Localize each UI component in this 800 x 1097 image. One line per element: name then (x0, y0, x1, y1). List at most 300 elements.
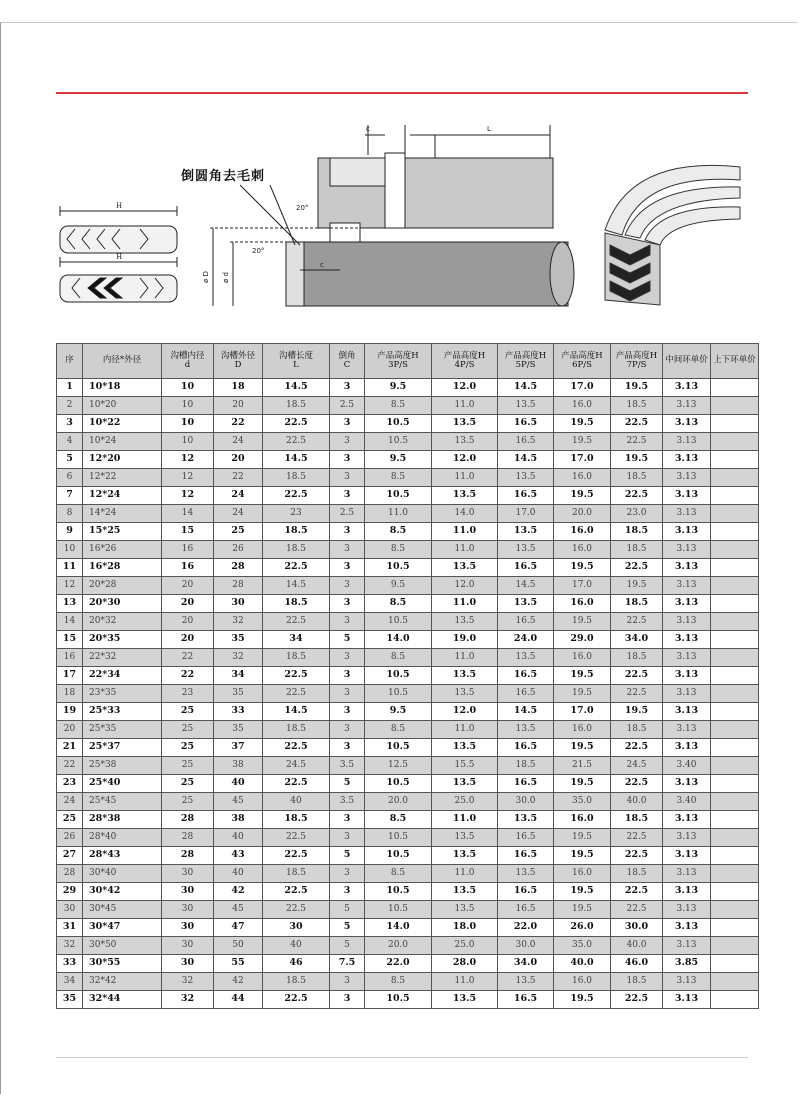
table-row (57, 991, 759, 1009)
table-cell: 22.5 (263, 829, 330, 847)
table-row (57, 577, 759, 595)
table-cell: 2.5 (330, 397, 365, 415)
table-cell: 10.5 (365, 433, 432, 451)
table-cell: 2 (57, 397, 83, 415)
table-cell: 11.0 (432, 469, 498, 487)
table-cell: 19.5 (554, 487, 611, 505)
table-cell: 35 (214, 721, 263, 739)
table-cell: 40.0 (554, 955, 611, 973)
column-header (611, 344, 663, 379)
table-cell: 20 (162, 595, 214, 613)
table-cell: 13.5 (498, 649, 554, 667)
table-cell: 3 (330, 595, 365, 613)
table-cell (711, 613, 759, 631)
table-cell: 10*24 (83, 433, 162, 451)
table-cell: 11.0 (432, 973, 498, 991)
table-cell (711, 883, 759, 901)
table-cell: 20 (57, 721, 83, 739)
table-cell: 3.13 (663, 559, 711, 577)
table-cell: 13.5 (432, 829, 498, 847)
table-cell: 16.0 (554, 973, 611, 991)
table-cell: 18.5 (263, 865, 330, 883)
table-cell: 3.13 (663, 487, 711, 505)
table-row (57, 559, 759, 577)
table-cell: 3 (330, 865, 365, 883)
table-cell: 24.0 (498, 631, 554, 649)
table-cell: 24.5 (611, 757, 663, 775)
table-cell: 20*28 (83, 577, 162, 595)
table-cell: 45 (214, 793, 263, 811)
table-cell: 22.5 (611, 685, 663, 703)
table-cell: 5 (330, 775, 365, 793)
table-cell: 3.13 (663, 739, 711, 757)
table-cell: 3.13 (663, 505, 711, 523)
table-row (57, 955, 759, 973)
table-row (57, 793, 759, 811)
table-cell: 22.5 (263, 487, 330, 505)
table-cell: 19.5 (554, 739, 611, 757)
table-cell: 19.5 (554, 829, 611, 847)
table-cell: 14.5 (498, 379, 554, 397)
table-cell: 38 (214, 811, 263, 829)
table-cell: 34 (57, 973, 83, 991)
table-cell: 16.5 (498, 685, 554, 703)
seal-ring-3d (605, 165, 740, 305)
table-cell: 22.5 (611, 883, 663, 901)
table-cell: 8.5 (365, 595, 432, 613)
table-cell: 18.5 (611, 397, 663, 415)
table-cell: 13.5 (498, 973, 554, 991)
table-cell: 30.0 (498, 937, 554, 955)
table-cell (711, 649, 759, 667)
column-header-line: 5P/S (515, 360, 536, 370)
table-cell: 15 (162, 523, 214, 541)
table-cell: 30.0 (498, 793, 554, 811)
table-cell: 45 (214, 901, 263, 919)
table-cell (711, 757, 759, 775)
table-row (57, 451, 759, 469)
table-cell: 28 (214, 559, 263, 577)
table-cell: 9.5 (365, 577, 432, 595)
table-row (57, 901, 759, 919)
table-cell: 12 (162, 469, 214, 487)
column-header (263, 344, 330, 379)
table-cell: 16.5 (498, 829, 554, 847)
table-cell: 3.13 (663, 433, 711, 451)
table-cell: 50 (214, 937, 263, 955)
table-cell: 5 (330, 919, 365, 937)
table-cell: 14.5 (498, 703, 554, 721)
table-cell: 25*33 (83, 703, 162, 721)
table-cell: 3.40 (663, 793, 711, 811)
table-cell: 7 (57, 487, 83, 505)
table-cell: 40.0 (611, 793, 663, 811)
table-cell: 34.0 (611, 631, 663, 649)
table-cell: 30*47 (83, 919, 162, 937)
dim-phi-D: ø D (202, 271, 210, 283)
table-cell: 16 (57, 649, 83, 667)
table-cell: 25 (162, 703, 214, 721)
table-cell: 22.5 (263, 901, 330, 919)
table-cell: 22.5 (263, 991, 330, 1009)
table-cell: 11.0 (432, 721, 498, 739)
table-cell: 25*40 (83, 775, 162, 793)
table-cell: 3 (57, 415, 83, 433)
table-cell: 14*24 (83, 505, 162, 523)
table-cell: 14.0 (365, 919, 432, 937)
table-cell: 10.5 (365, 739, 432, 757)
table-cell: 16.5 (498, 433, 554, 451)
table-cell: 30 (162, 865, 214, 883)
column-header-line: 中间环单价 (665, 355, 708, 366)
table-cell: 28 (214, 577, 263, 595)
table-cell: 13.5 (498, 811, 554, 829)
table-cell: 16.0 (554, 397, 611, 415)
table-row (57, 631, 759, 649)
table-cell: 55 (214, 955, 263, 973)
table-cell: 3.13 (663, 523, 711, 541)
table-row (57, 775, 759, 793)
column-header-line: 上下环单价 (713, 355, 756, 366)
table-cell: 3 (330, 451, 365, 469)
table-cell (711, 505, 759, 523)
table-cell: 19.5 (554, 685, 611, 703)
table-cell: 3.40 (663, 757, 711, 775)
column-header-line: L (293, 360, 299, 370)
table-cell: 10.5 (365, 829, 432, 847)
table-cell (711, 847, 759, 865)
column-header-line: 产品高度H (377, 350, 419, 361)
column-header-line: 7P/S (626, 360, 647, 370)
table-cell: 22.5 (263, 685, 330, 703)
angle-lower: 20° (252, 247, 265, 255)
table-cell: 11 (57, 559, 83, 577)
table-cell: 27 (57, 847, 83, 865)
table-cell: 19.5 (554, 613, 611, 631)
table-row (57, 973, 759, 991)
table-cell: 13.5 (432, 685, 498, 703)
table-cell: 14.0 (432, 505, 498, 523)
table-cell: 3.13 (663, 721, 711, 739)
table-cell: 20.0 (365, 937, 432, 955)
table-cell: 16.5 (498, 487, 554, 505)
table-cell: 5 (330, 631, 365, 649)
table-cell: 22.5 (611, 415, 663, 433)
table-cell: 5 (330, 937, 365, 955)
table-cell: 35 (57, 991, 83, 1009)
table-cell: 19.5 (554, 559, 611, 577)
table-cell: 18.5 (263, 397, 330, 415)
table-cell: 13.5 (498, 865, 554, 883)
table-cell: 3.13 (663, 901, 711, 919)
table-cell: 30 (57, 901, 83, 919)
table-cell (711, 451, 759, 469)
dim-H-top: H (116, 202, 123, 210)
table-cell: 3 (330, 811, 365, 829)
table-cell: 20*30 (83, 595, 162, 613)
column-header (365, 344, 432, 379)
table-cell: 32 (57, 937, 83, 955)
table-cell: 18.5 (611, 811, 663, 829)
table-cell: 26 (214, 541, 263, 559)
table-cell: 22.5 (611, 901, 663, 919)
column-header-line: 沟槽内径 (170, 350, 205, 361)
groove-drawing (0, 95, 800, 345)
table-cell: 43 (214, 847, 263, 865)
table-cell: 20*32 (83, 613, 162, 631)
table-cell (711, 973, 759, 991)
table-row (57, 937, 759, 955)
column-header-line: 产品高度H (443, 350, 486, 361)
table-cell: 47 (214, 919, 263, 937)
table-cell: 17.0 (554, 703, 611, 721)
table-cell: 24 (214, 505, 263, 523)
table-cell: 19.5 (554, 415, 611, 433)
table-cell: 13.5 (432, 847, 498, 865)
table-cell: 32*42 (83, 973, 162, 991)
table-cell: 25 (162, 775, 214, 793)
table-cell: 19.5 (554, 433, 611, 451)
table-cell: 12 (162, 487, 214, 505)
table-cell: 16*26 (83, 541, 162, 559)
table-cell: 16.5 (498, 847, 554, 865)
table-cell: 15.5 (432, 757, 498, 775)
table-cell: 20.0 (365, 793, 432, 811)
table-cell: 19.5 (611, 577, 663, 595)
table-cell: 18.5 (263, 973, 330, 991)
table-cell: 25 (162, 757, 214, 775)
table-cell: 3.13 (663, 577, 711, 595)
table-cell (711, 721, 759, 739)
column-header-line: C (343, 360, 351, 370)
table-cell: 30 (263, 919, 330, 937)
seal-profile-sketches (60, 202, 177, 302)
table-cell: 5 (57, 451, 83, 469)
table-cell: 16.5 (498, 883, 554, 901)
footer-divider (56, 1057, 748, 1058)
table-cell (711, 775, 759, 793)
table-cell: 10.5 (365, 883, 432, 901)
table-cell: 32 (214, 649, 263, 667)
table-cell (711, 523, 759, 541)
table-cell: 22.5 (263, 667, 330, 685)
table-cell: 13.5 (498, 469, 554, 487)
table-cell: 3.13 (663, 451, 711, 469)
table-row (57, 847, 759, 865)
table-cell: 23*35 (83, 685, 162, 703)
table-cell: 3 (330, 541, 365, 559)
table-cell: 18.5 (611, 469, 663, 487)
column-header (162, 344, 214, 379)
table-cell: 3 (330, 433, 365, 451)
table-cell: 46.0 (611, 955, 663, 973)
table-cell: 13.5 (432, 739, 498, 757)
table-cell: 33 (214, 703, 263, 721)
header-divider (56, 92, 748, 94)
table-cell: 18.5 (263, 811, 330, 829)
table-cell: 30*50 (83, 937, 162, 955)
dim-L: L (487, 125, 491, 133)
table-cell: 10.5 (365, 415, 432, 433)
table-cell: 30*40 (83, 865, 162, 883)
table-cell: 19.0 (432, 631, 498, 649)
table-cell: 22.0 (498, 919, 554, 937)
table-cell: 12*20 (83, 451, 162, 469)
table-cell: 19.5 (554, 775, 611, 793)
table-cell (711, 991, 759, 1009)
column-header (330, 344, 365, 379)
table-cell: 30*55 (83, 955, 162, 973)
table-cell: 3 (330, 703, 365, 721)
table-cell (711, 901, 759, 919)
table-row (57, 721, 759, 739)
table-cell: 22*32 (83, 649, 162, 667)
table-cell (711, 739, 759, 757)
table-cell: 22.5 (611, 433, 663, 451)
table-cell: 18.5 (263, 469, 330, 487)
table-cell: 22 (214, 469, 263, 487)
table-cell: 22.5 (263, 559, 330, 577)
table-cell: 18.5 (611, 541, 663, 559)
table-cell: 3.13 (663, 649, 711, 667)
table-cell: 13.5 (432, 667, 498, 685)
table-cell: 34 (263, 631, 330, 649)
table-row (57, 541, 759, 559)
table-cell: 3.13 (663, 811, 711, 829)
table-cell: 17 (57, 667, 83, 685)
table-cell: 7.5 (330, 955, 365, 973)
table-cell: 22.5 (611, 739, 663, 757)
column-header (57, 344, 83, 379)
table-cell: 18.5 (263, 523, 330, 541)
table-cell: 16.5 (498, 775, 554, 793)
table-cell (711, 415, 759, 433)
table-cell: 16 (162, 541, 214, 559)
table-cell: 3.13 (663, 415, 711, 433)
table-cell: 3 (330, 415, 365, 433)
table-cell: 6 (57, 469, 83, 487)
table-row (57, 757, 759, 775)
table-cell: 3.13 (663, 595, 711, 613)
table-cell: 24 (214, 433, 263, 451)
table-cell: 22.0 (365, 955, 432, 973)
table-cell (711, 631, 759, 649)
table-cell: 30 (214, 595, 263, 613)
column-header (554, 344, 611, 379)
table-cell: 18.5 (611, 973, 663, 991)
column-header-line: 产品高度H (561, 350, 603, 361)
table-cell: 4 (57, 433, 83, 451)
table-cell: 25*37 (83, 739, 162, 757)
table-cell: 28 (162, 811, 214, 829)
table-cell: 18.5 (263, 721, 330, 739)
table-cell: 35 (214, 631, 263, 649)
table-cell: 23 (57, 775, 83, 793)
table-cell: 24 (57, 793, 83, 811)
table-cell: 3 (330, 577, 365, 595)
table-cell: 30 (162, 955, 214, 973)
table-cell: 3 (330, 613, 365, 631)
table-cell: 20 (162, 577, 214, 595)
table-cell: 20 (162, 631, 214, 649)
table-cell: 3.13 (663, 973, 711, 991)
table-cell: 10.5 (365, 775, 432, 793)
column-header-line: 沟槽长度 (278, 350, 313, 361)
column-header-line: 序 (65, 355, 74, 366)
dim-phi-d: ø d (222, 272, 230, 283)
table-cell: 11.0 (432, 523, 498, 541)
table-cell: 35.0 (554, 937, 611, 955)
table-row (57, 919, 759, 937)
groove-section (210, 125, 574, 306)
table-cell: 32 (162, 973, 214, 991)
table-cell: 22.5 (611, 667, 663, 685)
deburr-note: 倒圆角去毛刺 (181, 169, 266, 184)
table-row (57, 487, 759, 505)
table-cell: 11.0 (365, 505, 432, 523)
table-cell: 20*35 (83, 631, 162, 649)
table-cell: 9.5 (365, 451, 432, 469)
table-cell (711, 919, 759, 937)
table-cell: 8.5 (365, 541, 432, 559)
table-row (57, 613, 759, 631)
table-cell: 3 (330, 973, 365, 991)
table-cell: 13.5 (432, 613, 498, 631)
table-cell: 22.5 (263, 883, 330, 901)
table-cell: 11.0 (432, 397, 498, 415)
table-cell: 20.0 (554, 505, 611, 523)
column-header (498, 344, 554, 379)
table-cell: 28*43 (83, 847, 162, 865)
table-cell: 12 (57, 577, 83, 595)
table-cell: 16.0 (554, 541, 611, 559)
table-cell: 16.0 (554, 865, 611, 883)
table-cell: 3.13 (663, 847, 711, 865)
table-cell: 14.5 (263, 451, 330, 469)
table-row (57, 829, 759, 847)
table-cell: 3 (330, 487, 365, 505)
table-cell: 3 (330, 991, 365, 1009)
table-cell: 16.5 (498, 901, 554, 919)
table-cell: 10.5 (365, 613, 432, 631)
table-row (57, 667, 759, 685)
table-cell: 22.5 (263, 415, 330, 433)
table-cell: 35 (214, 685, 263, 703)
table-cell: 25*38 (83, 757, 162, 775)
table-cell (711, 433, 759, 451)
table-cell: 29 (57, 883, 83, 901)
table-cell: 1 (57, 379, 83, 397)
table-cell: 28 (162, 829, 214, 847)
table-cell: 10.5 (365, 487, 432, 505)
table-cell: 14.5 (263, 577, 330, 595)
table-cell: 40 (263, 793, 330, 811)
table-cell: 3.5 (330, 793, 365, 811)
table-cell: 23 (162, 685, 214, 703)
table-cell: 3.13 (663, 685, 711, 703)
table-cell: 8.5 (365, 397, 432, 415)
table-cell: 3 (330, 829, 365, 847)
table-cell: 10 (162, 379, 214, 397)
table-cell: 25.0 (432, 793, 498, 811)
table-cell: 30*45 (83, 901, 162, 919)
table-cell: 9.5 (365, 703, 432, 721)
table-row (57, 433, 759, 451)
table-cell: 8.5 (365, 523, 432, 541)
table-cell: 32 (162, 991, 214, 1009)
table-cell (711, 829, 759, 847)
table-cell: 22 (162, 649, 214, 667)
